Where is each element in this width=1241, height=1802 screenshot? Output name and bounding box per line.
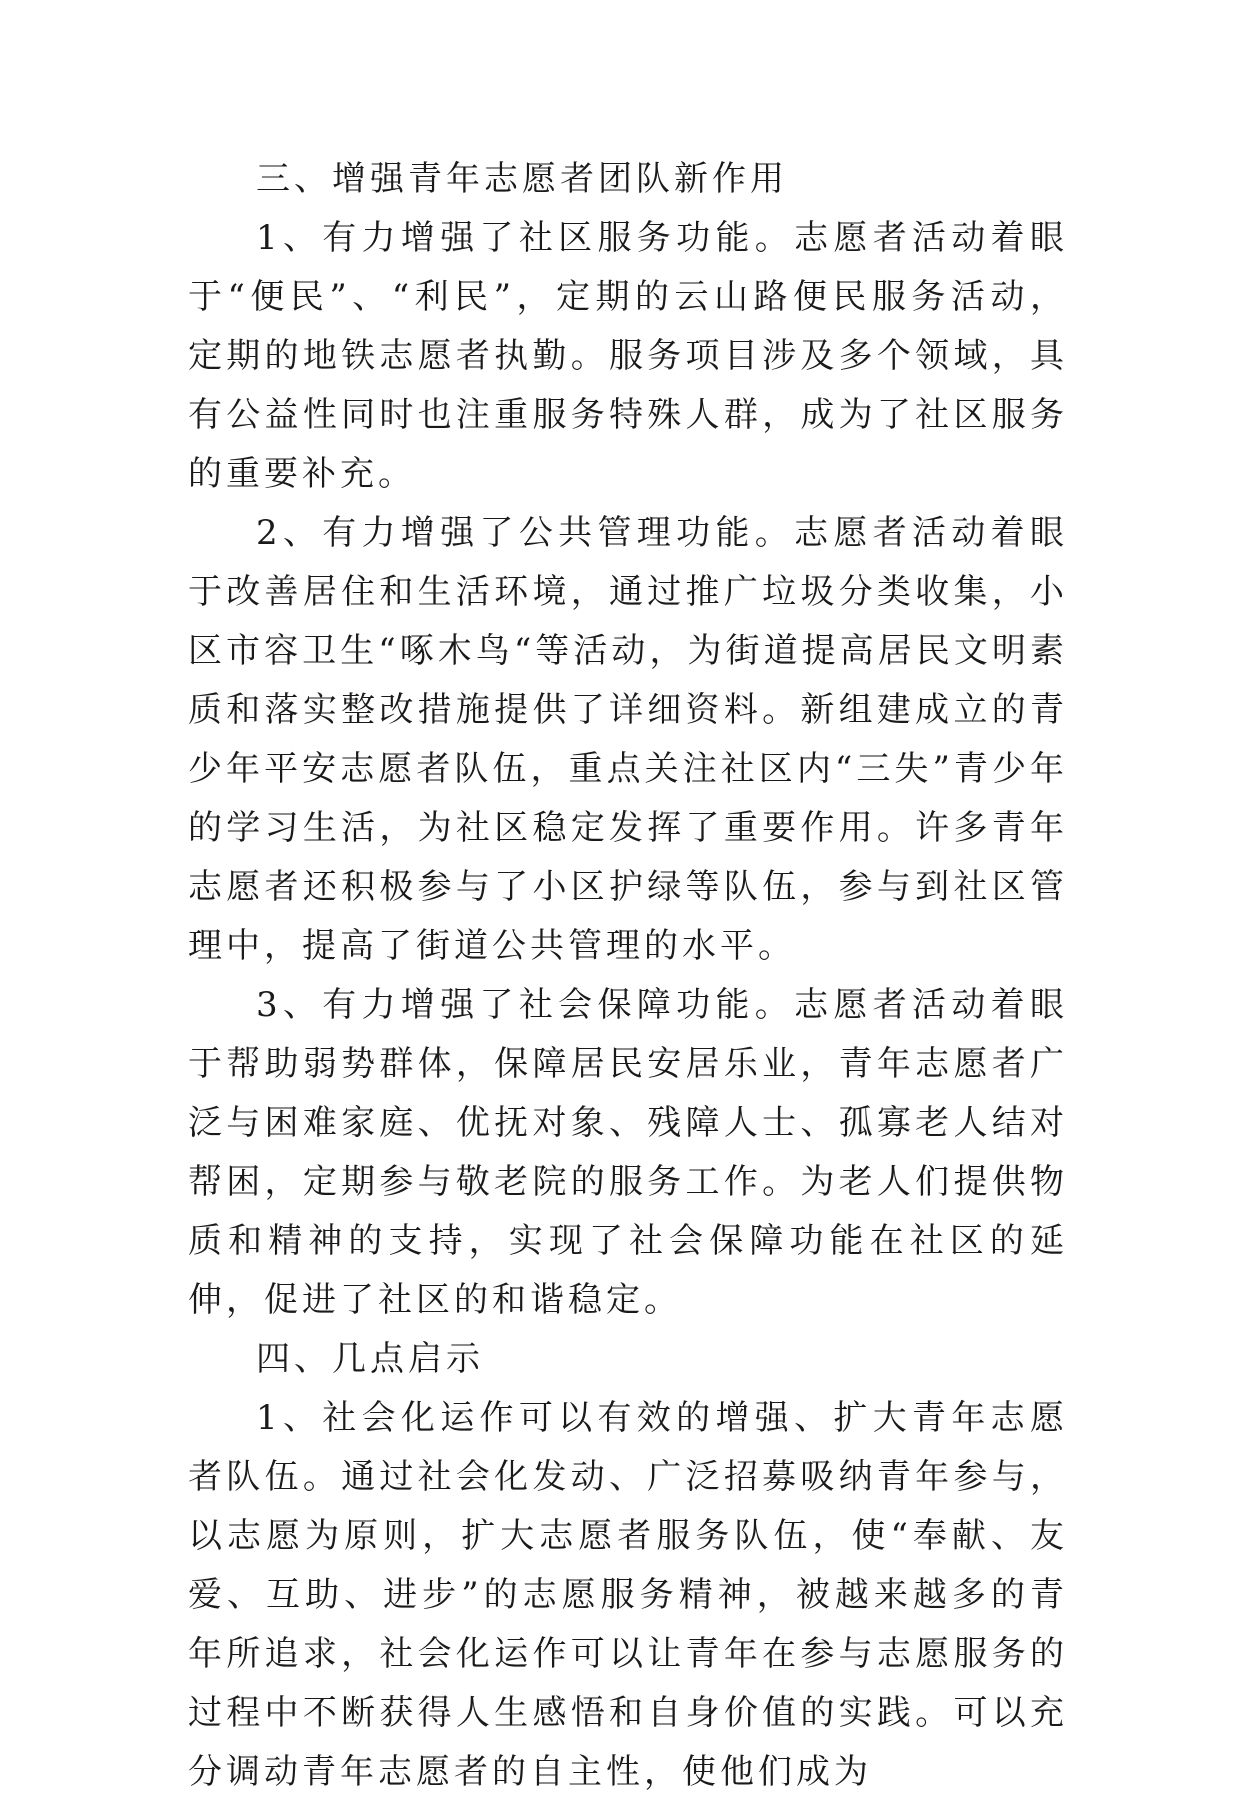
document-body — [188, 150, 1068, 1802]
paragraph-social-security: 3、有力增强了社会保障功能。志愿者活动着眼于帮助弱势群体，保障居民安居乐业，青年志愿者广泛与困难家庭、优抚对象、残障人士、孤寡老人结对帮困，定期参与敬老院的服务工作。为老人们提供物质和精神的支持，实现了社会保障功能在社区的延伸，促进了社区的和谐稳定。 — [188, 985, 1068, 1320]
section-heading-4: 四、几点启示 — [256, 1339, 484, 1379]
paragraph-community-service: 1、有力增强了社区服务功能。志愿者活动着眼于“便民”、“利民”，定期的云山路便民服务活动，定期的地铁志愿者执勤。服务项目涉及多个领域，具有公益性同时也注重服务特殊人群，成为了社区服务的重要补充。 — [188, 218, 1068, 494]
section-heading-3: 三、增强青年志愿者团队新作用 — [256, 159, 788, 199]
paragraph-socialized-operation: 1、社会化运作可以有效的增强、扩大青年志愿者队伍。通过社会化发动、广泛招募吸纳青年参与，以志愿为原则，扩大志愿者服务队伍，使“奉献、友爱、互助、进步”的志愿服务精神，被越来越多的青年所追求，社会化运作可以让青年在参与志愿服务的过程中不断获得人生感悟和自身价值的实践。可以充分调动青年志愿者的自主性，使他们成为 — [188, 1398, 1068, 1792]
paragraph-public-management: 2、有力增强了公共管理功能。志愿者活动着眼于改善居住和生活环境，通过推广垃圾分类收集，小区市容卫生“啄木鸟“等活动，为街道提高居民文明素质和落实整改措施提供了详细资料。新组建成立的青少年平安志愿者队伍，重点关注社区内“三失”青少年的学习生活，为社区稳定发挥了重要作用。许多青年志愿者还积极参与了小区护绿等队伍，参与到社区管理中，提高了街道公共管理的水平。 — [188, 513, 1068, 966]
